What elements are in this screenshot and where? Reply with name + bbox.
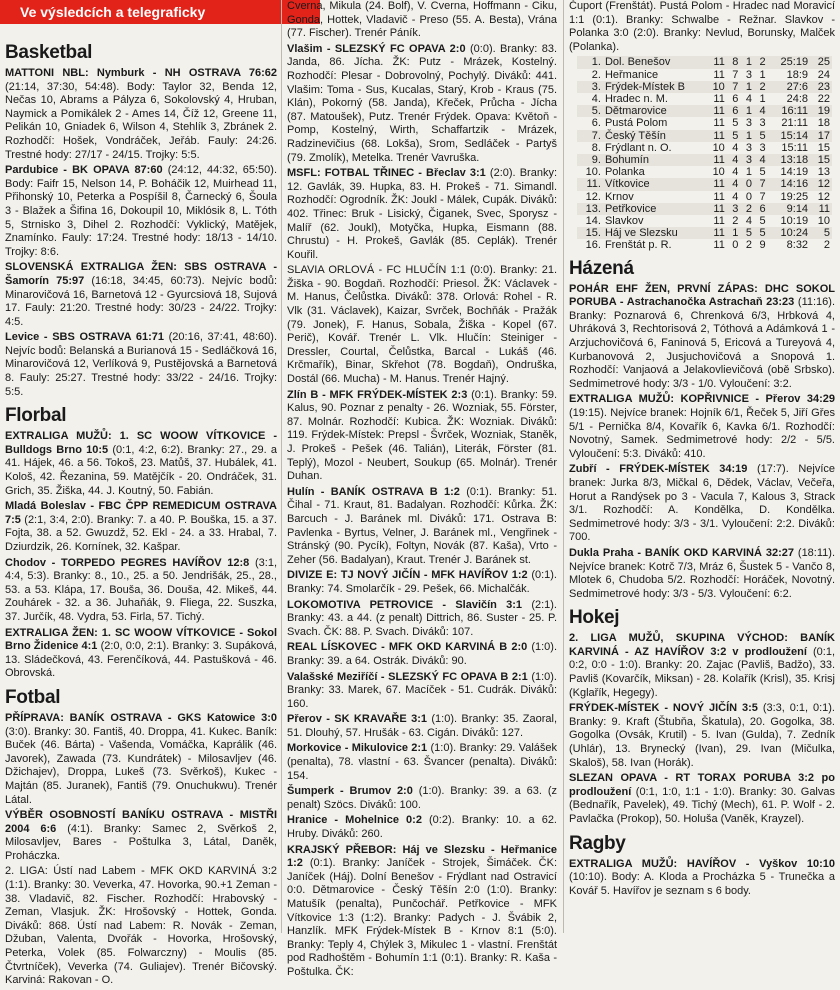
table-cell: 0 — [745, 190, 753, 203]
table-cell: 22 — [817, 92, 830, 105]
result-text: (21:14, 37:30, 54:48). Body: Taylor 32, Benda 12, Nečas 10, Abrams a Pályza 6, Sokolovský 4, Hruban, Naymick a Pomikálek 2 - Ames 14, Číž 12, Greene 11, Pelikán 10, Gniadek 6, Wilson 4, Stehlík 3, Zbránek 2. Rozhodčí: Hošek, Vondráček, Jeřáb. Fauly: 24:26. Trestné hody: 27/17 - 24/15. Trojky: 5:5. — [5, 80, 277, 161]
table-cell: 7. — [577, 130, 603, 142]
result-text: (0:2). Branky: 10. a 62. Hruby. Diváků: 260. — [287, 814, 557, 841]
table-cell: 23 — [810, 81, 832, 93]
table-row — [577, 56, 832, 68]
result-item — [287, 671, 557, 712]
table-cell: 2 — [823, 239, 830, 252]
table-cell: 3 — [745, 117, 753, 130]
table-cell: Bohumín — [603, 154, 705, 166]
result-text: (3:1, 4:4, 5:3). Branky: 8., 10., 25. a 50. Jendrišák, 25., 28., 53. a 53. Klápa, 17. Bouša, 36. Douša, 42. Mikeš, 44. Zouhárek - 32. a 36. Juhaňák, 9. Fliega, 22. Suszka, 37. Jurčík, 48. Vydra, 53. Firla, 57. Tichý. — [5, 556, 277, 623]
table-row — [577, 105, 832, 117]
result-headline: POHÁR EHF ŽEN, PRVNÍ ZÁPAS: DHC SOKOL PORUBA - Astrachanočka Astrachaň 23:23 — [569, 282, 835, 309]
table-cell: 13 — [817, 166, 830, 179]
table-cell: 11 — [713, 68, 725, 81]
table-cell: 7 — [754, 178, 768, 190]
table-cell: 24:8 — [786, 92, 809, 105]
result-item — [5, 712, 277, 807]
result-item — [287, 389, 557, 484]
table-cell: 10:24 — [768, 227, 810, 239]
table-cell: 5 — [759, 166, 766, 179]
result-item — [5, 557, 277, 625]
table-cell: Slavkov — [604, 215, 644, 228]
result-text: (17:7). Nejvíce branek: Jurka 8/3, Mičkal 6, Dědek, Václav, Večeřa, Horut a Randýsek po 3 - Vacula 7, Kalous 3, Strack 3/1. Rozhodčí: A. Kondělka, D. Kondělka. Sedmimetrové hody: 3/3 - 3/1. Vyloučení: 2:2. Diváků: 700. — [569, 463, 835, 544]
table-cell: 4 — [754, 154, 768, 166]
fotbal-results-continued — [287, 43, 557, 980]
result-item — [287, 486, 557, 568]
continued-text: Cverna, Mikula (24. Bolf), V. Cverna, Hoffmann - Ciku, Gonda, Hottek, Vladavič - Preso (55. A. Besta), Vrána (77. Fischer). Trenér Páník. — [287, 0, 557, 40]
table-cell: 1 — [740, 105, 754, 117]
result-text: (0:1, 4:2, 6:2). Branky: 27., 29. a 41. Hájek, 46. a 56. Tokoš, 23. Matůš, 37. Hubálek, 41. Kološ, 42. Řezanina, 59. Matějčík - 20. Ondráček, 31. Grich, 35. Žiška, 44. J. Koutný, 50. Fabián. — [5, 443, 277, 497]
column-rule — [281, 0, 282, 933]
result-headline: REAL LÍSKOVEC - MFK OKD KARVINÁ B 2:0 — [287, 641, 528, 654]
florbal-results — [5, 430, 277, 681]
result-text: (0:0). Branky: 83. Janda, 86. Jícha. ŽK: Putz - Mrázek, Kostelný. Rozhodčí: Plesar - Dobrovolný, Pochylý. Diváků: 441. Vlašim: Toma - Sus, Kucalas, Starý, Krob - Kraus (75. Klán), Pokorný (58. Janda), Křeček, Průcha - Jícha (87. Matoušek), Putz. Trenér Frýdek. Opava: Květoň - Pomp, Kostelný, Wirth, Schaffartzik - Mrázek, Radzinevičius (68. Lokša), Srom, Sedláček - Partyš (79. Zmolík), Metelka. Trenér Vavruška. — [287, 42, 558, 164]
banner-title: Ve výsledcích a telegraficky — [20, 4, 206, 20]
section-title-hazena: Házená — [569, 257, 634, 279]
table-cell: 6 — [732, 92, 739, 105]
table-cell: 10:19 — [780, 215, 809, 228]
result-headline: SLOVENSKÁ EXTRALIGA ŽEN: SBS OSTRAVA - Šamorín 75:97 — [5, 261, 277, 287]
table-cell: 1 — [727, 227, 741, 239]
table-cell: Frenštát p. R. — [604, 239, 672, 252]
result-text: (0:1). Branky: 74. Smolarčík - 29. Pešek, 66. Michalčák. — [287, 569, 557, 595]
result-text: (1:0). Branky: 35. Zaoral, 51. Dlouhý, 57. Hrušák - 63. Cigán. Diváků: 127. — [287, 713, 558, 739]
table-row — [577, 191, 832, 203]
column-2 — [287, 0, 557, 982]
result-text: SLAVIA ORLOVÁ - FC HLUČÍN 1:1 (0:0). Branky: 21. Žiška - 90. Bogdaň. Rozhodčí: Priesol. ŽK: Václavek - M. Hanus, Čelůstka. Diváků: 378. Orlová: Rohel - R. Vlk (31. Václavek), Kaizar, Svrček, Bochňák - Pražák (79. Jonek), F. Hanus, Sobala, Žiška - Kopel (67. Perič), Kovář. Trenér L. Vlk. Hlučín: Steiniger - Dressler, Courtal, Čelůstka, Barcal - Lukáš (46. Krčmařík), Binar, Skřehot (78. Bogdaň), Ondruška, Dostál (66. Mucha) - M. Hanus. Trenér Hajný. — [287, 264, 557, 386]
table-cell: Dol. Benešov — [603, 56, 705, 68]
result-text: (2:1). Branky: 43. a 44. (z penalt) Dittrich, 86. Suster - 25. P. Svach. ČK: 88. P. Svach. Diváků: 107. — [287, 598, 557, 638]
result-item — [569, 858, 835, 899]
table-cell: 11 — [705, 154, 727, 166]
table-cell: 11 — [705, 203, 727, 215]
table-cell: 11. — [577, 178, 603, 190]
table-cell: 3. — [577, 81, 603, 93]
table-cell: 10 — [705, 81, 727, 93]
result-text: (16:18, 34:45, 60:73). Nejvíc bodů: Minarovičová 16, Barnetová 12 - Gyurcsiová 18, Sujová 17. Fauly: 21:20. Trestné hody: 30/23 - 24/22. Trojky: 4:5. — [5, 274, 278, 328]
table-row — [577, 130, 832, 142]
table-cell: 25:19 — [768, 56, 810, 68]
result-headline: MATTONI NBL: Nymburk - NH OSTRAVA 76:62 — [5, 67, 277, 79]
table-row — [577, 215, 832, 227]
table-cell: 3 — [740, 154, 754, 166]
table-cell: 12. — [585, 190, 601, 203]
result-item — [569, 772, 835, 826]
table-cell: 1 — [759, 68, 766, 81]
table-cell: 1 — [740, 81, 754, 93]
table-cell: 19:25 — [780, 190, 809, 203]
table-cell: 4 — [732, 166, 739, 179]
table-cell: 4 — [754, 105, 768, 117]
table-cell: Frýdlant n. O. — [604, 141, 672, 154]
section-title-florbal: Florbal — [5, 405, 67, 427]
result-text: (3:0). Branky: 30. Fantiš, 40. Droppa, 41. Kukec. Baník: Buček (46. Bárta) - Vašenda, Vomáčka, Kaprálik (46. Javorek), Zawada (73. Kundrátek) - Milosavljev (46. Džichajev), Droppa, Lukeš (73. Svěrkoš), Kukec - Majtán (85. Juranek), Fantiš (79. Onuchukwu). Trenér Látal. — [5, 725, 277, 806]
result-headline: 2. LIGA MUŽŮ, SKUPINA VÝCHOD: BANÍK KARVINÁ - AZ HAVÍŘOV 3:2 v prodloužení — [569, 632, 835, 658]
table-row — [577, 203, 832, 215]
table-cell: 24 — [817, 68, 830, 81]
table-cell: Vítkovice — [603, 178, 705, 190]
table-cell: 6 — [727, 105, 741, 117]
result-text: (10:10). Body: A. Kloda a Procházka 5 - Trunečka a Kovář 5. Havířov je seznam s 6 body. — [569, 871, 835, 897]
result-text: (0:1). Branky: 59. Kalus, 90. Poznar z penalty - 26. Wozniak, 55. Förster, 87. Molnár. Rozhodčí: Kubica. ŽK: Wozniak. Diváků: 119. Frýdek-Místek: Prepsl - Švrček, Wozniak, Staněk, J. Prokeš - Pešek (46. Talián), Literák, Förster (81. Teplý), Mozol - Neubert, Soukup (65. Molnár). Trenér Duhan. — [287, 388, 557, 483]
table-cell: 4. — [591, 92, 601, 105]
result-headline: Hulín - BANÍK OSTRAVA B 1:2 — [287, 485, 460, 498]
result-headline: Přerov - SK KRAVAŘE 3:1 — [287, 713, 427, 726]
table-cell: 9. — [577, 154, 603, 166]
result-item — [5, 627, 277, 681]
hazena-results — [569, 283, 835, 602]
table-cell: 6 — [754, 203, 768, 215]
result-headline: Pardubice - BK OPAVA 87:60 — [5, 164, 163, 177]
table-cell: 5 — [810, 227, 832, 239]
result-text: (0:1). Branky: 51. Čihal - 71. Kraut, 81. Badalyan. Rozhodčí: Kůrka. ŽK: Barcuch - J. Baránek ml. Diváků: 171. Ostrava B: Pavlenka - Byrtus, Velner, J. Baránek ml., Vengřinek - Stránský (90. Pycík), Foltyn, Novák (87. Kaša), Vrto - Zeher (56. Badalyan), Kraut. Trenér J. Baránek st. — [287, 485, 557, 566]
table-cell: 3 — [727, 203, 741, 215]
table-cell: 4 — [727, 178, 741, 190]
table-cell: Dětmarovice — [603, 105, 705, 117]
result-text: (4:1). Branky: Samec 2, Svěrkoš 2, Milosavljev, Bares - Poštulka 3, Látal, Daněk, Proháczka. — [5, 822, 277, 862]
result-text: (2:1, 3:4, 2:0). Branky: 7. a 40. P. Bouška, 15. a 37. Fojta, 38. a 52. Gwuzdž, 52. Ekl - 24. a 33. Hrabal, 7. Dziurdzik, 26. Kornínek, 32. Kašpar. — [5, 513, 277, 553]
result-item — [569, 283, 835, 392]
table-cell: 15:11 — [781, 141, 809, 154]
table-cell: 10 — [712, 166, 725, 179]
table-cell: 4 — [727, 154, 741, 166]
result-headline: Morkovice - Mikulovice 2:1 — [287, 742, 428, 755]
result-text: (0:1, 1:0, 1:1 - 1:0). Branky: 30. Galvas (Bednařík, Pavelek), 49. Tichý (Mech), 61. P. Wolf - 2. Pavlačka (Prokop), 50. Holuša (Vaněk, Krayzel). — [569, 785, 835, 825]
table-row — [577, 117, 832, 129]
table-row — [577, 81, 832, 93]
result-text: (1:0). Branky: 39. a 63. (z penalt) Szöcs. Diváků: 100. — [287, 785, 557, 811]
result-item — [287, 713, 557, 740]
table-cell: 1. — [577, 56, 603, 68]
table-cell: 11 — [713, 92, 725, 105]
table-cell: 1 — [740, 56, 754, 68]
result-item — [569, 632, 835, 700]
result-headline: Zlín B - MFK FRÝDEK-MÍSTEK 2:3 — [287, 388, 468, 401]
table-cell: 15. — [577, 227, 603, 239]
table-cell: 16. — [585, 239, 601, 252]
table-cell: 13. — [577, 203, 603, 215]
basketbal-results — [5, 67, 277, 399]
table-cell: Krnov — [604, 190, 634, 203]
section-title-basketbal: Basketbal — [5, 42, 93, 63]
table-cell: 16:11 — [768, 105, 810, 117]
table-cell: 5 — [759, 215, 766, 228]
table-cell: 11 — [705, 178, 727, 190]
result-text: (1:0). Branky: 29. Valášek (penalta), 78. vlastní - 63. Švancer (penalta). Diváků: 154. — [287, 742, 557, 782]
result-headline: Hranice - Mohelnice 0:2 — [287, 814, 422, 827]
result-item — [287, 742, 557, 783]
table-cell: 3 — [759, 117, 766, 130]
table-cell: Polanka — [604, 166, 645, 179]
result-item — [569, 547, 835, 601]
table-row — [577, 178, 832, 190]
result-headline: Vlašim - SLEZSKÝ FC OPAVA 2:0 — [287, 42, 466, 55]
table-row — [577, 227, 832, 239]
table-row — [577, 154, 832, 166]
table-cell: 4 — [732, 141, 739, 154]
table-cell: 2 — [754, 56, 768, 68]
table-cell: 6. — [591, 117, 601, 130]
table-cell: Heřmanice — [604, 68, 659, 81]
result-headline: SLEZAN OPAVA - RT TORAX PORUBA 3:2 po prodloužení — [569, 772, 835, 798]
result-item — [287, 844, 557, 980]
table-cell: Háj ve Slezsku — [603, 227, 705, 239]
table-cell: 7 — [727, 81, 741, 93]
table-cell: 1 — [740, 130, 754, 142]
hokej-results — [569, 632, 835, 826]
result-text: (20:16, 37:41, 48:60). Nejvíc bodů: Belanská a Burianová 15 - Sedláčková 16, Minarovičová 12, Verlíková 9, Pustějovská a Barnetová 8. Fauly: 25:27. Trestné hody: 33/22 - 24/16. Trojky: 5:5. — [5, 331, 278, 398]
result-text: (0:1, 0:2, 0:0 - 1:0). Branky: 20. Zajac (Pavliš, Badžo), 33. Pavliš (Kovarčík, Miksan) - 28. Kolařík (Krisl), 35. Krisj (Kglařík, Hegegy). — [569, 645, 835, 699]
table-cell: 7 — [732, 68, 739, 81]
section-title-ragby: Ragby — [569, 832, 626, 854]
result-headline: EXTRALIGA MUŽŮ: HAVÍŘOV - Vyškov 10:10 — [569, 857, 835, 870]
table-cell: 5 — [754, 130, 768, 142]
result-headline: Šumperk - Brumov 2:0 — [287, 785, 413, 798]
result-item — [5, 67, 277, 162]
result-headline: Chodov - TORPEDO PEGRES HAVÍŘOV 12:8 — [5, 556, 250, 569]
table-cell: 15:14 — [768, 130, 810, 142]
table-cell: 12 — [817, 190, 830, 203]
table-cell: 8. — [591, 141, 601, 154]
result-text: 2. LIGA: Ústí nad Labem - MFK OKD KARVINÁ 3:2 (1:1). Branky: 30. Veverka, 47. Hovorka, 90.+1 Zeman - 38. Vladavič, 82. Fischer. Rozhodčí: Hrabovský - Zeman, Vlasjuk. ŽK: Hrošovský - Hottek, Gonda. Diváků: 868. Ústí nad Labem: R. Novák - Zeman, Džuban, Valenta, Dvořák - Hovorka, Hrošovský, Peterka, Volek (85. Folwarczny) - Moulis (85. Čtvrtníček), Veverka (74. Guliajev). Trenér Bičovský. Karviná: Rakovan - O. — [5, 865, 277, 987]
table-cell: 11 — [705, 227, 727, 239]
table-cell: 10 — [817, 215, 830, 228]
section-banner — [0, 0, 320, 24]
result-item — [5, 809, 277, 863]
table-cell: 12 — [810, 178, 832, 190]
result-item — [287, 264, 557, 386]
table-cell: 5 — [727, 130, 741, 142]
table-cell: 3 — [759, 141, 766, 154]
result-headline: EXTRALIGA ŽEN: 1. SC WOOW VÍTKOVICE - Sokol Brno Židenice 4:1 — [5, 626, 277, 653]
table-row — [577, 93, 832, 105]
table-cell: 4 — [745, 92, 753, 105]
table-cell: 13:18 — [768, 154, 810, 166]
section-title-fotbal: Fotbal — [5, 686, 61, 708]
result-text: (3:3, 0:1, 0:1). Branky: 9. Kraft (Štubňa, Škatula), 20. Gogolka, 38. Gogolka (Ovsák, Krutil) - 5. Ivan (Gulda), 7. Zedník (Uhlár), 13. Brynecký (Ivan), 29. Ivan (Mičulka, Skaloš), 58. Ivan (Horák). — [569, 702, 835, 769]
table-cell: 7 — [759, 190, 766, 203]
table-cell: 11 — [705, 130, 727, 142]
table-cell: 3 — [745, 68, 753, 81]
table-cell: 15 — [817, 141, 830, 154]
table-cell: 25 — [810, 56, 832, 68]
table-cell: 0 — [740, 178, 754, 190]
result-headline: Dukla Praha - BANÍK OKD KARVINÁ 32:27 — [569, 546, 794, 559]
result-item — [5, 865, 277, 987]
result-item — [287, 167, 557, 262]
table-cell: 17 — [810, 130, 832, 142]
table-cell: 15 — [810, 154, 832, 166]
result-text: (0:1). Branky: Janíček - Strojek, Šimáček. ČK: Janíček (Háj). Dolní Benešov - Frýdlant nad Ostravicí 0:0. Dětmarovice - Český Těšín 2:0 (1:0). Branky: Matušík (penalta), Punčochář. Petřkovice - MFK Vítkovice 1:3 (1:2). Branky: Padych - J. Švábik 2, Hanzlík. MFK Frýdek-Místek B - Krnov 8:1 (5:0). Branky: Teply 4, Chýlek 3, Mikulec 1 - vlastní. Frenštát pod Radhoštěm - Bohumín 1:1 (0:1). Branky: R. Kaša - Poštulka. ČK: — [287, 857, 557, 978]
table-cell: 11 — [713, 239, 725, 252]
result-item — [287, 43, 557, 165]
table-cell: Pustá Polom — [604, 117, 668, 130]
result-item — [287, 785, 557, 812]
table-row — [577, 166, 832, 178]
table-row — [577, 142, 832, 154]
result-headline: EXTRALIGA MUŽŮ: KOPŘIVNICE - Přerov 34:29 — [569, 393, 835, 406]
table-cell: 5 — [754, 227, 768, 239]
result-item — [287, 814, 557, 841]
result-headline: MSFL: FOTBAL TŘINEC - Břeclav 3:1 — [287, 167, 486, 180]
result-text: (1:0). Branky: 33. Marek, 67. Macíček - 51. Cudrák. Diváků: 160. — [287, 670, 557, 710]
table-cell: 21:11 — [781, 117, 809, 130]
table-cell: 19 — [810, 105, 832, 117]
table-cell: Český Těšín — [603, 130, 705, 142]
result-item — [569, 463, 835, 545]
table-cell: 14:16 — [768, 178, 810, 190]
table-cell: 3 — [745, 141, 753, 154]
result-headline: Levice - SBS OSTRAVA 61:71 — [5, 331, 164, 344]
result-headline: VÝBĚR OSOBNOSTÍ BANÍKU OSTRAVA - MISTŘI 2004 6:6 — [5, 809, 277, 835]
table-cell: 1 — [759, 92, 766, 105]
result-item — [5, 261, 277, 329]
table-cell: 2 — [754, 81, 768, 93]
fotbal-results — [5, 712, 277, 988]
table-cell: 2 — [732, 215, 739, 228]
result-item — [287, 641, 557, 668]
result-headline: Zubří - FRÝDEK-MÍSTEK 34:19 — [569, 463, 748, 476]
league-table — [577, 56, 832, 251]
result-headline: EXTRALIGA MUŽŮ: 1. SC WOOW VÍTKOVICE - Bulldogs Brno 10:5 — [5, 430, 277, 456]
result-item — [569, 702, 835, 770]
table-cell: 11 — [705, 105, 727, 117]
result-item — [287, 569, 557, 596]
table-cell: 14. — [585, 215, 601, 228]
result-headline: FRÝDEK-MÍSTEK - NOVÝ JIČÍN 3:5 — [569, 702, 758, 715]
result-text: (2:0, 0:0, 2:1). Branky: 3. Supáková, 13. Sládečková, 43. Ferenčíková, 44. Pastušková - 46. Obrovská. — [5, 640, 277, 680]
result-item — [5, 164, 277, 259]
result-headline: PŘÍPRAVA: BANÍK OSTRAVA - GKS Katowice 3:0 — [5, 711, 277, 724]
table-cell: 5 — [732, 117, 739, 130]
table-cell: Hradec n. M. — [604, 92, 668, 105]
table-cell: 11 — [713, 117, 725, 130]
ragby-results — [569, 858, 835, 899]
table-cell: 8:32 — [786, 239, 809, 252]
table-cell: 1 — [745, 166, 753, 179]
column-rule — [563, 0, 564, 933]
result-item — [5, 430, 277, 498]
table-cell: 18 — [817, 117, 830, 130]
table-cell: 4 — [732, 190, 739, 203]
column-1 — [5, 36, 277, 990]
result-headline: DIVIZE E: TJ NOVÝ JIČÍN - MFK HAVÍŘOV 1:2 — [287, 569, 528, 582]
table-cell: 14:19 — [780, 166, 809, 179]
table-cell: 0 — [732, 239, 739, 252]
result-text: (11:16). Branky: Poznarová 6, Chrenková 6/3, Hrbková 4, Uhráková 3, Rechtorisová 2, Tóthová a Adámková 1 - Arzjuchovičová 6, Faninová 5, Ericová a Tureyová 4, Kurbanovová 2, Jusjuchovičová a Snopová 1. Rozhodčí: Vanjaová a Jelakovlievičová (obě Srbsko). Sedmimetrové hody: 3/3 - 1/0. Vyloučení: 3:2. — [569, 296, 835, 390]
table-row — [577, 239, 832, 251]
table-cell: 10 — [712, 141, 725, 154]
column-3 — [569, 0, 835, 900]
table-cell: 18:9 — [786, 68, 809, 81]
table-cell: 9 — [759, 239, 766, 252]
table-cell: 5. — [577, 105, 603, 117]
result-text: (24:12, 44:32, 65:50). Body: Faifr 15, Nelson 14, P. Boháčik 12, Muirhead 11, Přihonský 10, Peterka a Pospíšil 8, Čarnecký 6, Šoula 3 - Blažek a Šifina 16, Dokoupil 10, Miklósik 8, L. Tóth 5, Strnisko 3, Dihel 2. Rozhodčí: Vyklický, Matějek, Znamínko. Fauly: 17:24. Trestné hody: 18/13 - 14/10. Trojky: 8:6. — [5, 164, 278, 258]
table-cell: 2 — [740, 203, 754, 215]
result-item — [569, 393, 835, 461]
table-cell: Frýdek-Místek B — [603, 81, 705, 93]
result-item — [5, 331, 277, 399]
result-item — [287, 599, 557, 640]
result-text: (2:0). Branky: 12. Gavlák, 39. Hupka, 83. H. Prokeš - 71. Simandl. Rozhodčí: Ogrodník. ŽK: Joukl - Málek, Cupák. Diváků: 402. Třinec: Bruk - Lisický, Čiganek, Svec, Sporysz - Malíř (62. Joukl), Motyčka, Hupka, Eismann (88. Chrustu) - H. Prokeš, Gavlák (85. Ceplák). Trenér Kouřil. — [287, 167, 557, 261]
table-cell: 10. — [585, 166, 601, 179]
result-headline: LOKOMOTIVA PETROVICE - Slavičín 3:1 — [287, 598, 523, 611]
section-title-hokej: Hokej — [569, 607, 620, 629]
table-cell: 11 — [810, 203, 832, 215]
table-cell: 11 — [705, 56, 727, 68]
result-headline: Mladá Boleslav - FBC ČPP REMEDICUM OSTRAVA 7:5 — [5, 500, 277, 526]
table-cell: 4 — [745, 215, 753, 228]
table-cell: 11 — [713, 215, 725, 228]
result-headline: Valašské Meziříčí - SLEZSKÝ FC OPAVA B 2:1 — [287, 670, 528, 683]
continued-text: Čuport (Frenštát). Pustá Polom - Hradec nad Moravicí 1:1 (0:1). Branky: Schwalbe - Režnar. Slavkov - Polanka 3:0 (2:0). Branky: Nevlud, Borunsky, Malček (Polanka). — [569, 0, 835, 53]
table-cell: 11 — [713, 190, 725, 203]
result-text: (1:0). Branky: 39. a 64. Ostrák. Diváků: 90. — [287, 641, 558, 667]
table-cell: 8 — [727, 56, 741, 68]
table-cell: 5 — [740, 227, 754, 239]
table-cell: 2 — [745, 239, 753, 252]
result-item — [5, 500, 277, 554]
result-text: (18:11). Nejvíce branek: Kotrč 7/3, Mráz 6, Šustek 5 - Vančo 8, Mlotek 6, Chudoba 5/2. Rozhodčí: Horáček, Novotný. Sedmimetrové hody: 3/3 - 5/3. Vyloučení: 6:2. — [569, 546, 835, 600]
table-cell: 27:6 — [768, 81, 810, 93]
table-cell: 9:14 — [768, 203, 810, 215]
result-headline: KRAJSKÝ PŘEBOR: Háj ve Slezsku - Heřmanice 1:2 — [287, 843, 557, 870]
result-text: (19:15). Nejvíce branek: Hojník 6/1, Řeček 5, Jiří Gřes 5/1 - Pernička 8/4, Kovařík 6, Kavka 6/1. Rozhodčí: Novotný, Samek. Sedmimetrové hody: 2/2 - 5/5. Vyloučení: 5:3. Diváků: 410. — [569, 406, 835, 460]
table-row — [577, 69, 832, 81]
table-cell: 2. — [591, 68, 601, 81]
table-cell: Petřkovice — [603, 203, 705, 215]
